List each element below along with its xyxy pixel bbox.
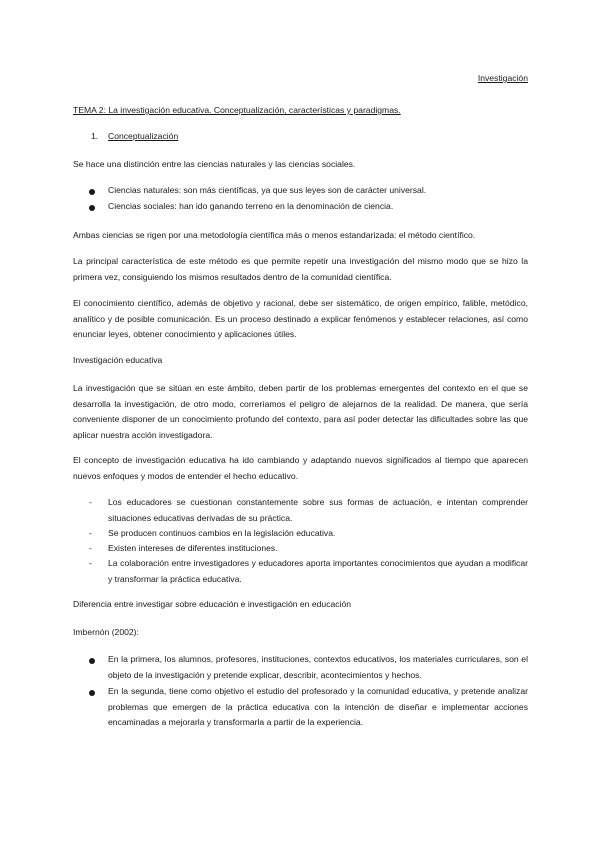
list-item: En la primera, los alumnos, profesores, instituciones, contextos educativos, los materiales curriculares, son el objeto de la investigación y pretende explicar, describir, acontecimientos y hechos. (108, 654, 528, 680)
author-reference: Imbernón (2002): (73, 627, 139, 637)
bullet-icon (89, 205, 95, 211)
bullet-icon (89, 189, 95, 195)
paragraph-ciencias: Se hace una distinción entre las ciencias naturales y las ciencias sociales. (73, 159, 356, 169)
bullet-icon (89, 658, 95, 664)
list-item: En la segunda, tiene como objetivo el estudio del profesorado y la comunidad educativa, y pretende analizar problemas que emergen de la práctica educativa con la intención de diseñar e implementar acciones encaminadas a mejorarla y transformarla a partir de la experiencia. (108, 686, 528, 727)
bullet-icon (89, 690, 95, 696)
paragraph-concepto: El concepto de investigación educativa ha ido cambiando y adaptando nuevos significados al tiempo que aparecen nuevos enfoques y modos de entender el hecho educativo. (73, 455, 528, 481)
paragraph-caracteristica: La principal característica de este método es que permite repetir una investigación del mismo modo que se hizo la primera vez, consiguiendo los mismos resultados dentro de la comunidad científica. (73, 256, 528, 282)
paragraph-investigacion: La investigación que se sitúan en este ámbito, deben partir de los problemas emergentes del contexto en el que se desarrolla la investigación, de otro modo, correríamos el peligro de alejarnos de la realidad. De manera, que sería conveniente disponer de un conocimiento profundo del contexto, para así poder detectar las dificultades sobre las que aplicar nuestra acción investigadora. (73, 383, 528, 440)
list-item: Se producen continuos cambios en la legislación educativa. (108, 528, 336, 538)
section-title: Conceptualización (108, 131, 179, 141)
list-item: Ciencias naturales: son más científicas, ya que sus leyes son de carácter universal. (108, 185, 427, 195)
list-item: Existen intereses de diferentes instituciones. (108, 543, 278, 553)
dash-icon: - (89, 497, 92, 507)
dash-icon: - (89, 543, 92, 553)
subheading-diferencia: Diferencia entre investigar sobre educación e investigación en educación (73, 599, 352, 609)
list-item: Ciencias sociales: han ido ganando terreno en la denominación de ciencia. (108, 201, 394, 211)
paragraph-metodologia: Ambas ciencias se rigen por una metodología científica más o menos estandarizada: el método científico. (73, 230, 476, 240)
dash-icon: - (89, 528, 92, 538)
list-item: Los educadores se cuestionan constantemente sobre sus formas de actuación, e intentan comprender situaciones educativas derivadas de su práctica. (108, 497, 528, 523)
list-item: La colaboración entre investigadores y educadores aporta importantes conocimientos que ayudan a modificar y transformar la práctica educativa. (108, 558, 528, 584)
page-header: Investigación (477, 73, 528, 83)
subheading-investigacion-educativa: Investigación educativa (73, 355, 163, 365)
topic-title: TEMA 2: La investigación educativa. Conceptualización, características y paradigmas. (73, 105, 401, 115)
section-number: 1. (91, 131, 99, 141)
dash-icon: - (89, 558, 92, 568)
paragraph-conocimiento: El conocimiento científico, además de objetivo y racional, debe ser sistemático, de origen empírico, falible, metódico, analítico y de posible comunicación. Es un proceso destinado a explicar fenómenos y establecer relaciones, así como enunciar leyes, obtener conocimiento y aplicaciones útiles. (73, 298, 528, 339)
